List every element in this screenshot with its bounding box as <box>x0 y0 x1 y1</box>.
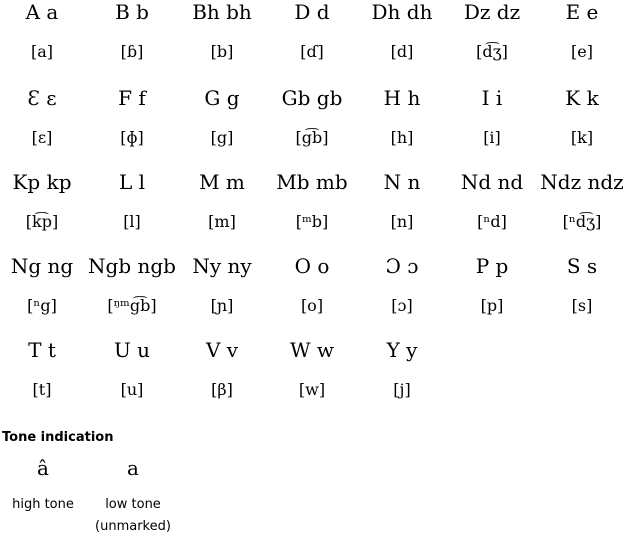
alphabet-row <box>0 338 624 424</box>
ipa-transcription: [e] <box>571 42 593 61</box>
letter-pair: Ny ny <box>192 254 252 278</box>
ipa-transcription: [j] <box>393 380 411 399</box>
ipa-transcription: [ⁿg] <box>27 296 57 315</box>
tone-item-low <box>73 456 193 538</box>
letter-pair: I i <box>481 86 503 110</box>
tone-glyph-low: a <box>127 456 139 480</box>
alphabet-row <box>0 254 624 340</box>
letter-pair: Kp kp <box>12 170 72 194</box>
ipa-transcription: [ⁿd͡ʒ] <box>562 212 602 231</box>
letter-pair: Mb mb <box>276 170 348 194</box>
tone-glyph-high: â <box>37 456 49 480</box>
ipa-transcription: [g] <box>210 128 234 147</box>
ipa-transcription: [s] <box>571 296 593 315</box>
ipa-transcription: [ɓ] <box>120 42 144 61</box>
tone-indication-heading: Tone indication <box>2 430 114 445</box>
ipa-transcription: [l] <box>123 212 141 231</box>
alphabet-row <box>0 86 624 172</box>
letter-pair: Ng ng <box>10 254 74 278</box>
ipa-transcription: [o] <box>300 296 324 315</box>
letter-pair: Dh dh <box>371 0 433 24</box>
alphabet-row <box>0 0 624 86</box>
ipa-transcription: [u] <box>120 380 144 399</box>
letter-pair: E e <box>565 0 599 24</box>
letter-pair: H h <box>383 86 421 110</box>
letter-pair: T t <box>28 338 56 362</box>
letter-pair: U u <box>113 338 151 362</box>
tone-indication-section <box>0 430 240 533</box>
ipa-transcription: [β] <box>211 380 233 399</box>
ipa-transcription: [g͡b] <box>295 128 329 147</box>
ipa-transcription: [ɗ] <box>300 42 324 61</box>
ipa-transcription: [i] <box>483 128 501 147</box>
ipa-transcription: [d͡ʒ] <box>476 42 508 61</box>
ipa-transcription: [ɸ] <box>120 128 144 147</box>
letter-pair: L l <box>118 170 146 194</box>
ipa-transcription: [ɲ] <box>210 296 234 315</box>
ipa-transcription: [p] <box>480 296 504 315</box>
ipa-transcription: [d] <box>390 42 414 61</box>
letter-pair: Ɔ ɔ <box>385 254 419 278</box>
ipa-transcription: [k] <box>570 128 594 147</box>
ipa-transcription: [ᵑᵐg͡b] <box>107 296 157 315</box>
ipa-transcription: [t] <box>32 380 52 399</box>
letter-pair: Dz dz <box>463 0 521 24</box>
letter-pair: Gb gb <box>281 86 343 110</box>
letter-pair: Nd nd <box>460 170 524 194</box>
letter-pair: V v <box>205 338 239 362</box>
letter-pair: Ɛ ɛ <box>27 86 57 110</box>
letter-pair: A a <box>25 0 59 24</box>
letter-pair: Ngb ngb <box>88 254 176 278</box>
ipa-transcription: [h] <box>390 128 414 147</box>
ipa-transcription: [ɔ] <box>391 296 413 315</box>
letter-pair: S s <box>566 254 598 278</box>
letter-pair: Y y <box>386 338 418 362</box>
letter-pair: Ndz ndz <box>540 170 624 194</box>
ipa-transcription: [ⁿd] <box>477 212 507 231</box>
letter-pair: M m <box>199 170 245 194</box>
ipa-transcription: [b] <box>210 42 234 61</box>
ipa-transcription: [ɛ] <box>31 128 53 147</box>
ipa-transcription: [m] <box>208 212 236 231</box>
alphabet-row <box>0 170 624 256</box>
letter-pair: Bh bh <box>192 0 252 24</box>
tone-label-high: high tone <box>12 497 74 512</box>
letter-pair: D d <box>294 0 330 24</box>
letter-pair: W w <box>289 338 335 362</box>
letter-pair: F f <box>118 86 146 110</box>
ipa-transcription: [ᵐb] <box>295 212 329 231</box>
letter-pair: O o <box>294 254 330 278</box>
letter-pair: P p <box>475 254 509 278</box>
ipa-transcription: [a] <box>30 42 54 61</box>
letter-pair: G g <box>204 86 240 110</box>
ipa-transcription: [k͡p] <box>25 212 59 231</box>
letter-pair: K k <box>565 86 599 110</box>
ipa-transcription: [n] <box>390 212 414 231</box>
tone-label-low: low tone (unmarked) <box>95 497 171 534</box>
letter-pair: N n <box>383 170 421 194</box>
letter-pair: B b <box>115 0 149 24</box>
ipa-transcription: [w] <box>298 380 326 399</box>
